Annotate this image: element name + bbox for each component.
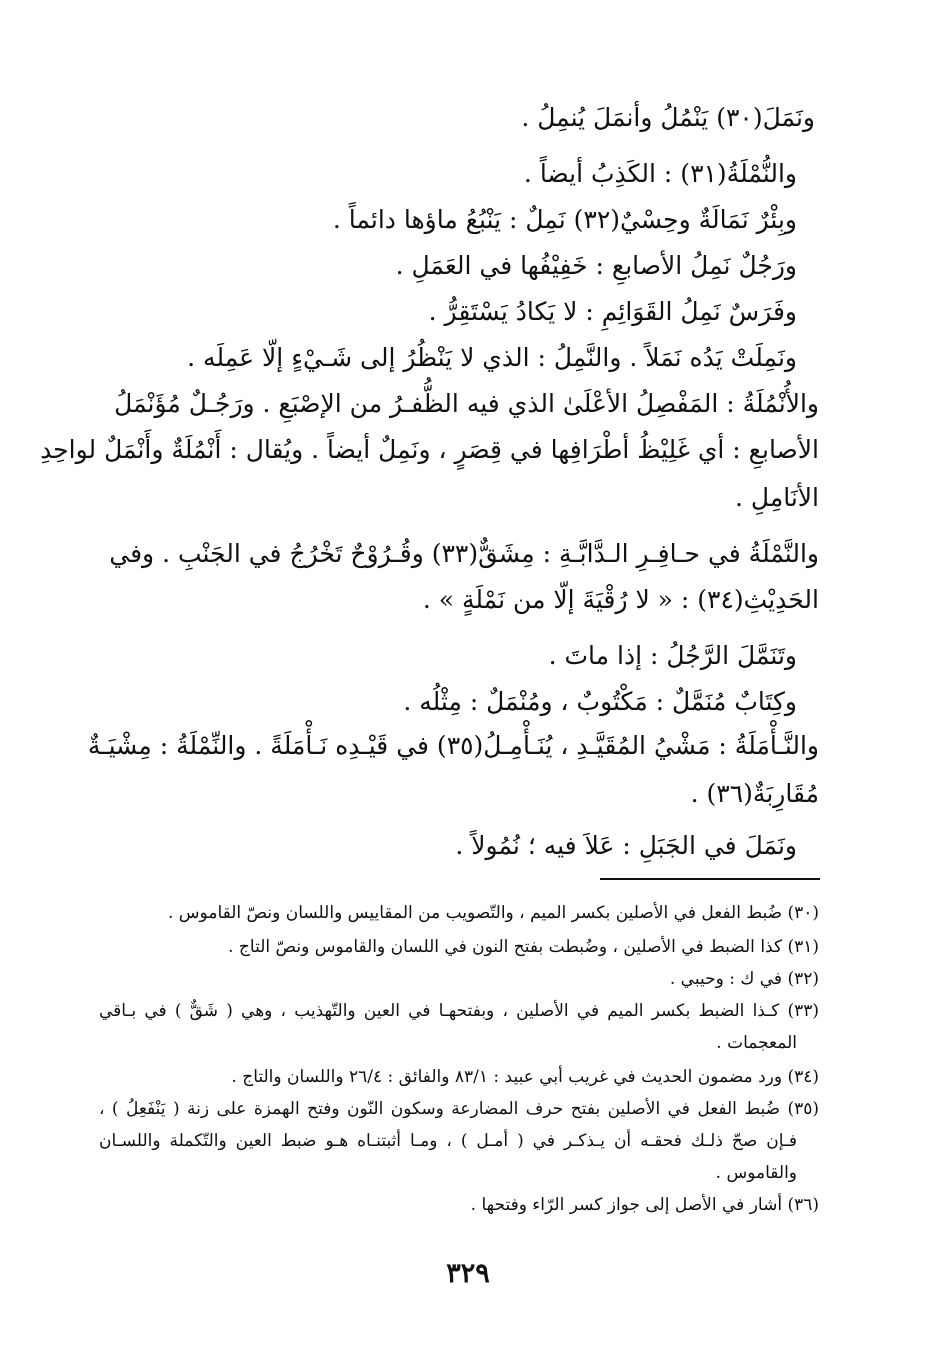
body-line-1: ونَمَلَ(٣٠) يَنْمُلُ وأنمَلَ يُنمِلُ . [521, 103, 815, 132]
body-line-16: ونَمَلَ في الجَبَلِ : عَلاَ فيه ؛ نُمُولاً . [455, 831, 797, 860]
body-line-2: والنُّمْلَةُ(٣١) : الكَذِبُ أيضاً . [523, 159, 797, 188]
body-line-8: الأصابعِ : أي غَلِيْظُ أطْرَافِها في قِصَرٍ ، ونَمِلٌ أيضاً . ويُقال : أَنْمُلَةٌ وأَنْمَلٌ لواحِدِ [40, 435, 819, 464]
footnote-35-cont: فـإن صحّ ذلـك فحقـه أن يـذكـر في ( أمـل ) ، ومـا أثبتنـاه هـو ضبط العين والتّكملة واللسـان [99, 1131, 797, 1151]
footnote-33-cont: المعجمات . [716, 1033, 797, 1053]
body-line-13: وكِتَابٌ مُنَمَّلٌ : مَكْتُوبٌ ، ومُنْمَلٌ : مِثْلُه . [403, 687, 797, 716]
body-line-9: الأنَامِلِ . [735, 483, 819, 512]
footnote-30: (٣٠) ضُبط الفعل في الأصلين بكسر الميم ، والتّصويب من المقاييس واللسان ونصّ القاموس . [168, 903, 819, 923]
page-number: ٣٢٩ [446, 1258, 490, 1289]
body-line-6: ونَمِلَتْ يَدُه نَمَلاً . والنَّمِلُ : الذي لا يَنْظُرُ إلى شَـيْءٍ إلّا عَمِلَه . [187, 343, 797, 372]
body-line-15: مُقَارِبَةٌ(٣٦) . [690, 779, 819, 808]
footnote-31: (٣١) كذا الضبط في الأصلين ، وضُبطت بفتح النون في اللسان والقاموس ونصّ التاج . [228, 937, 819, 957]
footnote-35-cont-2: والقاموس . [715, 1163, 797, 1183]
body-line-11: الحَدِيْثِ(٣٤) : « لا رُقْيَةَ إلّا من نَمْلَةٍ » . [422, 585, 819, 614]
footnote-33: (٣٣) كـذا الضبط بكسر الميم في الأصلين ، وبفتحهـا في العين والتّهذيب ، وهي ( شَقٌّ ) في بـاقي [99, 1001, 819, 1021]
body-line-12: وتَنَمَّلَ الرَّجُلُ : إذا ماتَ . [548, 641, 797, 670]
footnote-36: (٣٦) أشار في الأصل إلى جواز كسر الرّاء وفتحها . [470, 1195, 819, 1215]
body-line-4: ورَجُلٌ نَمِلُ الأصابعِ : خَفِيْفُها في العَمَلِ . [395, 251, 797, 280]
footnote-35: (٣٥) ضُبط الفعل في الأصلين بفتح حرف المضارعة وسكون النّون وفتح الهمزة على زنة ( يَنْفَعِلُ ) ، [99, 1099, 819, 1119]
body-line-14: والنَّـأْمَلَةُ : مَشْيُ المُقَيَّـدِ ، يُنَـأْمِـلُ(٣٥) في قَيْـدِه نَـأْمَلَةً . والنِّمْلَةُ : مِشْيَـةٌ [87, 731, 819, 760]
footnote-32: (٣٢) في ك : وحيبي . [669, 969, 819, 989]
body-line-3: وبِئْرٌ نَمَالَةٌ وحِسْيٌ(٣٢) نَمِلٌ : يَنْبُعُ ماؤها دائماً . [332, 205, 797, 234]
body-line-10: والنَّمْلَةُ في حـافِـرِ الـدَّابَّـةِ : مِشَقٌّ(٣٣) وقُـرُوْحٌ تَخْرُجُ في الجَنْبِ . وفي [109, 539, 819, 568]
footnote-separator [600, 878, 820, 880]
footnote-34: (٣٤) ورد مضمون الحديث في غريب أبي عبيد : ٨٣/١ والفائق : ٢٦/٤ واللسان والتاج . [231, 1067, 819, 1087]
body-line-7: والأُنْمُلَةُ : المَفْصِلُ الأعْلَىٰ الذي فيه الظُّفـرُ من الإصْبَعِ . ورَجُـلٌ مُؤَنْمَلُ [114, 389, 819, 418]
body-line-5: وفَرَسٌ نَمِلُ القَوَائِمِ : لا يَكادُ يَسْتَقِرُّ . [428, 297, 797, 326]
